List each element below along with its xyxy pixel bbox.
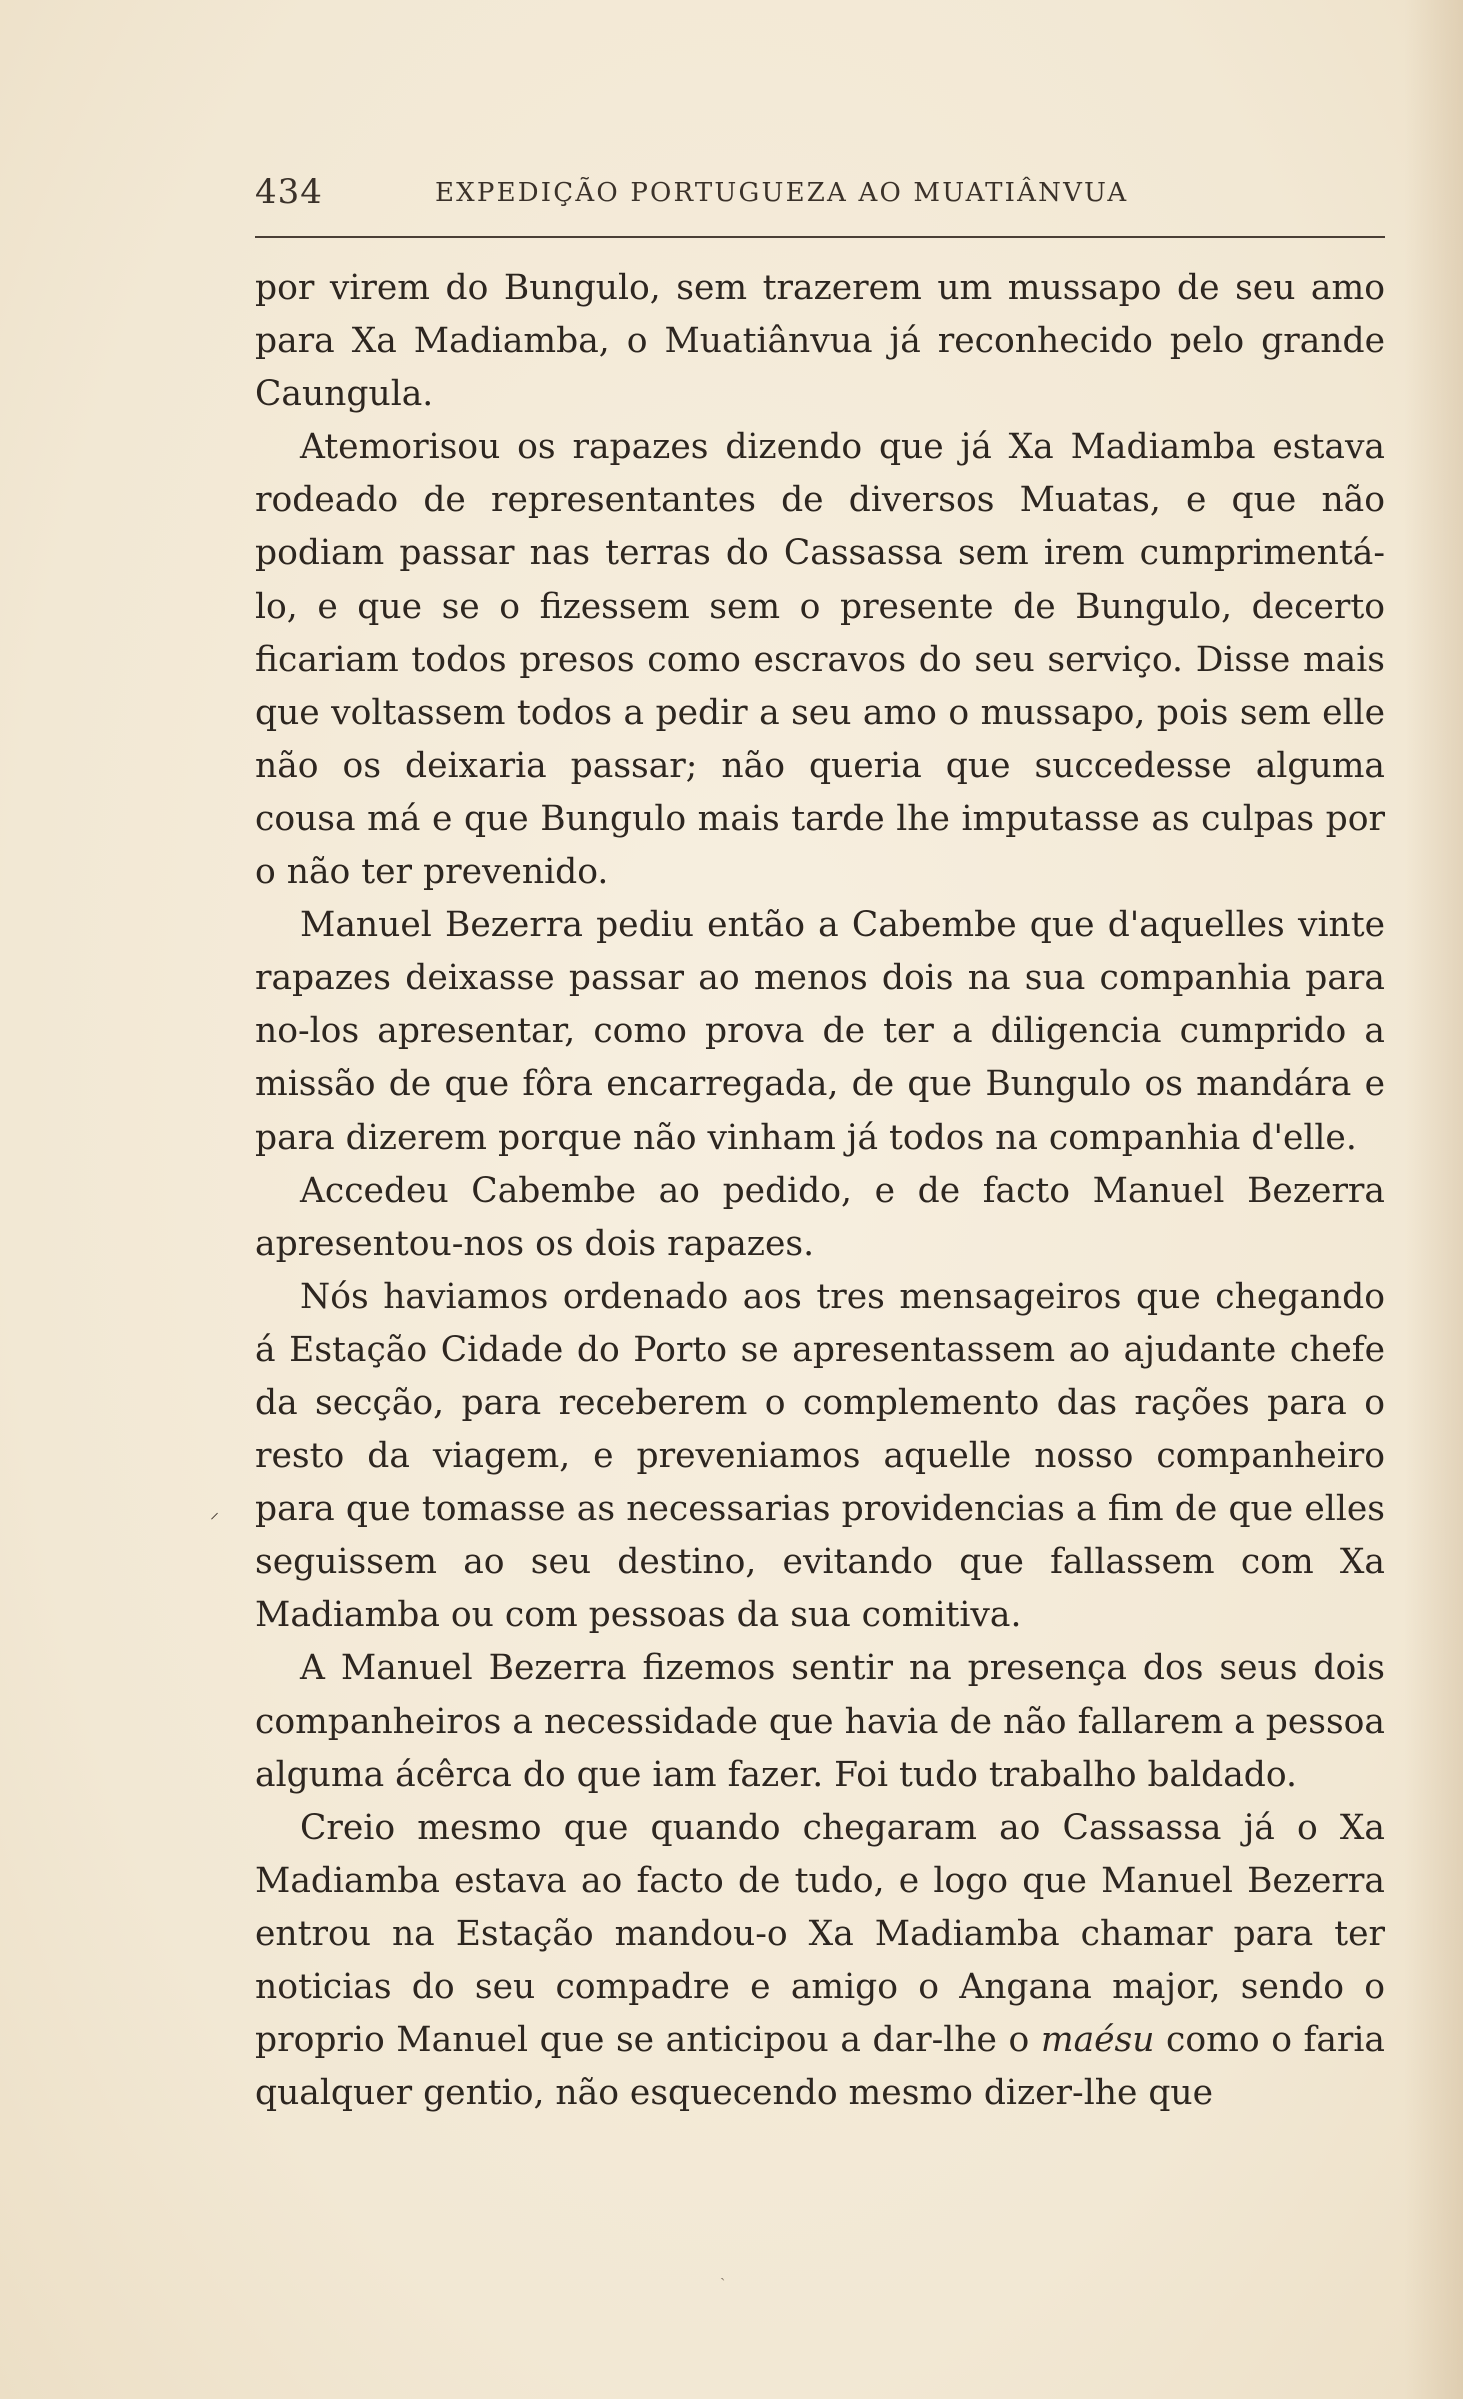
paragraph-7-text-after: como o faria qualquer gentio, não esquecendo mesmo dizer-lhe que <box>255 2020 1385 2114</box>
paragraph-2: Atemorisou os rapazes dizendo que já Xa Madiamba estava rodeado de representantes de diversos Muatas, e que não podiam passar nas terras do Cassassa sem irem cumprimentá-lo, e que se o fizessem sem o presente de Bungulo, decerto ficariam todos presos como escravos do seu serviço. Disse mais que voltassem todos a pedir a seu amo o mussapo, pois sem elle não os deixaria passar; não queria que succedesse alguma cousa má e que Bungulo mais tarde lhe imputasse as culpas por o não ter prevenido. <box>255 427 1385 893</box>
paragraph-1: por virem do Bungulo, sem trazerem um mussapo de seu amo para Xa Madiamba, o Muatiânvua já reconhecido pelo grande Caungula. <box>255 268 1385 415</box>
paragraph-5: Nós haviamos ordenado aos tres mensageiros que chegando á Estação Cidade do Porto se apresentassem ao ajudante chefe da secção, para receberem o complemento das rações para o resto da viagem, e preveniamos aquelle nosso companheiro para que tomasse as necessarias providencias a fim de que elles seguissem ao seu destino, evitando que fallassem com Xa Madiamba ou com pessoas da sua comitiva. <box>255 1276 1385 1636</box>
page-header <box>255 172 1385 222</box>
running-head: EXPEDIÇÃO PORTUGUEZA AO MUATIÂNVUA <box>435 178 1129 208</box>
header-rule <box>255 236 1385 238</box>
paragraph-4: Accedeu Cabembe ao pedido, e de facto Manuel Bezerra apresentou-nos os dois rapazes. <box>255 1170 1385 1264</box>
body-text <box>255 262 1385 2120</box>
paragraph-7 <box>255 1802 1385 2121</box>
page-number: 434 <box>255 172 323 212</box>
margin-mark: ⸝ <box>210 1502 219 1523</box>
paragraph-6: A Manuel Bezerra fizemos sentir na presença dos seus dois companheiros a necessidade que havia de não fallarem a pessoa alguma ácêrca do que iam fazer. Foi tudo trabalho baldado. <box>255 1648 1385 1795</box>
paragraph-7-text-before: Creio mesmo que quando chegaram ao Cassassa já o Xa Madiamba estava ao facto de tudo, e logo que Manuel Bezerra entrou na Estação mandou-o Xa Madiamba chamar para ter noticias do seu compadre e amigo o Angana major, sendo o proprio Manuel que se anticipou a dar-lhe o <box>255 1807 1385 2061</box>
italic-term-maesu: maésu <box>1040 2020 1155 2061</box>
foot-speck: ˎ <box>720 2262 726 2281</box>
paragraph-3: Manuel Bezerra pediu então a Cabembe que d'aquelles vinte rapazes deixasse passar ao menos dois na sua companhia para no-los apresentar, como prova de ter a diligencia cumprido a missão de que fôra encarregada, de que Bungulo os mandára e para dizerem porque não vinham já todos na companhia d'elle. <box>255 905 1385 1158</box>
